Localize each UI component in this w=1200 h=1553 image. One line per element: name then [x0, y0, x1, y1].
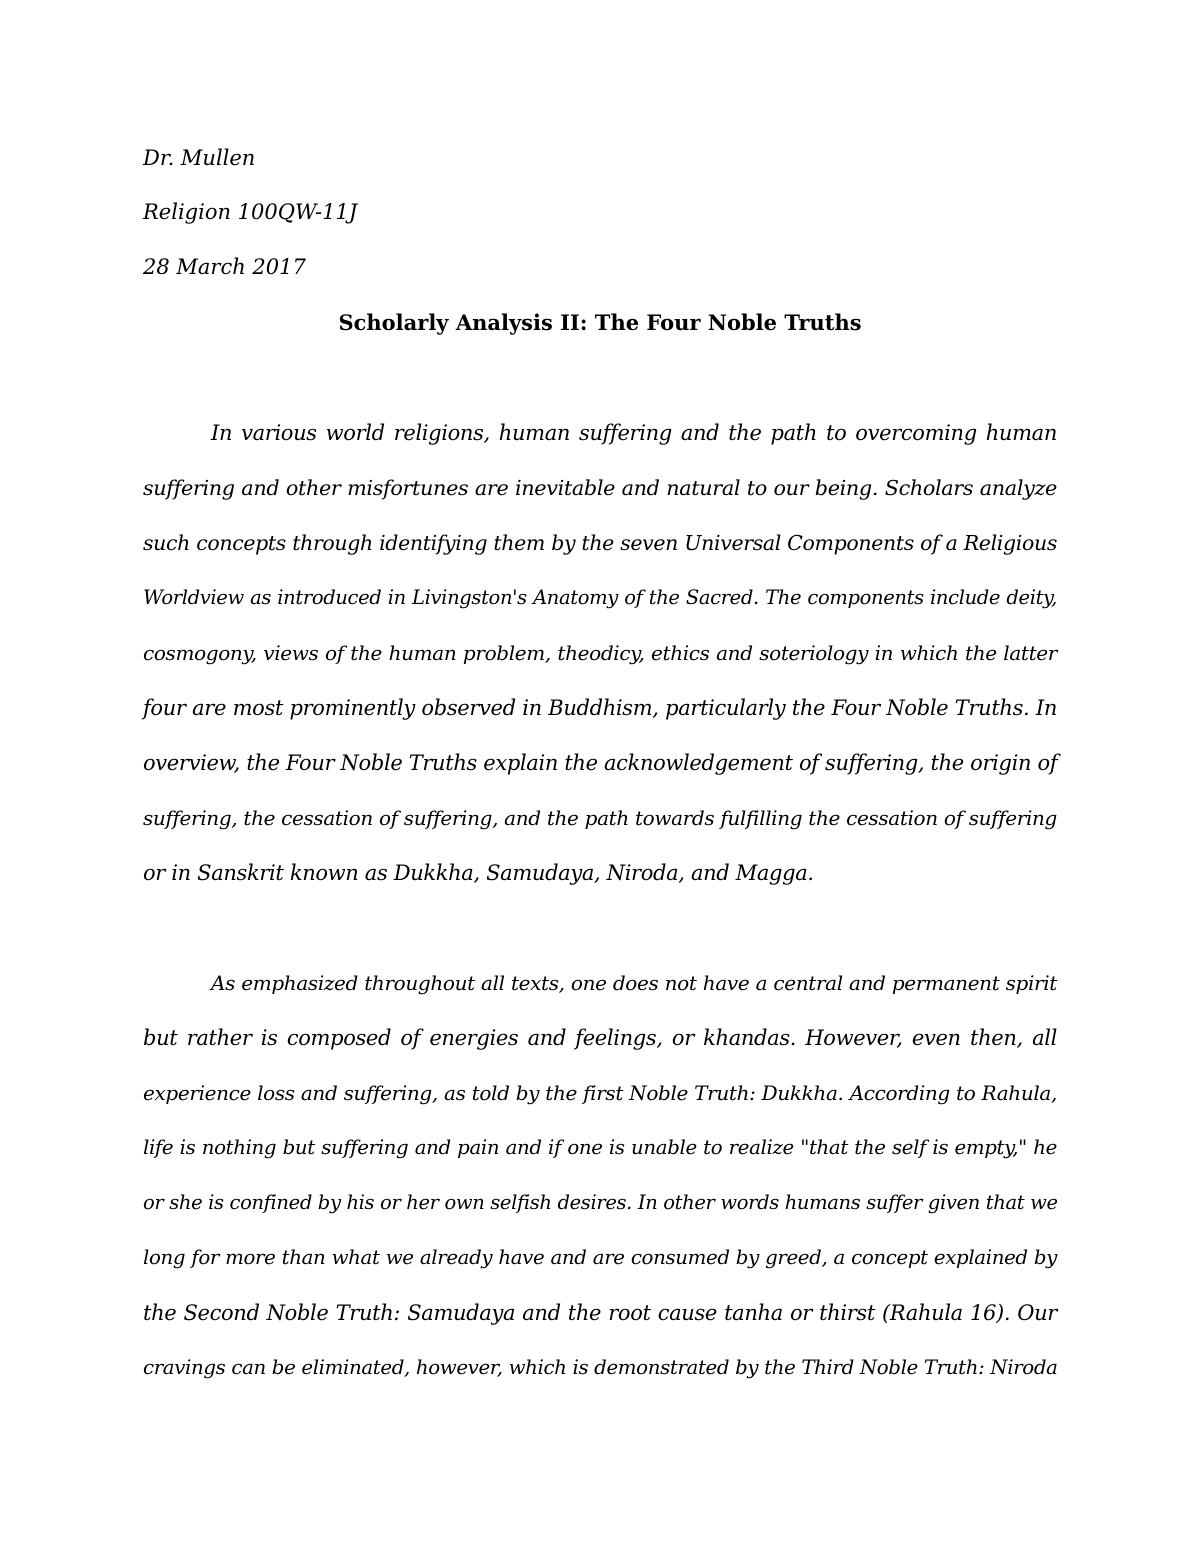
- paragraph-line: suffering and other misfortunes are inevitable and natural to our being. Scholars analyze: [143, 476, 1057, 500]
- paragraph-line: or in Sanskrit known as Dukkha, Samudaya, Niroda, and Magga.: [143, 861, 814, 885]
- paragraph-line: overview, the Four Noble Truths explain the acknowledgement of suffering, the origin of: [143, 751, 1058, 775]
- paragraph-line: or she is confined by his or her own selfish desires. In other words humans suffer given that we: [143, 1191, 1058, 1214]
- paragraph-line: cravings can be eliminated, however, which is demonstrated by the Third Noble Truth: Niroda: [143, 1356, 1058, 1379]
- paragraph-line: Worldview as introduced in Livingston's Anatomy of the Sacred. The components include deity,: [143, 586, 1057, 609]
- paragraph-line: such concepts through identifying them by the seven Universal Components of a Religious: [143, 531, 1057, 555]
- paragraph-line: In various world religions, human suffering and the path to overcoming human: [211, 421, 1057, 445]
- paragraph-line: the Second Noble Truth: Samudaya and the root cause tanha or thirst (Rahula 16). Our: [143, 1301, 1057, 1325]
- paragraph-line: cosmogony, views of the human problem, theodicy, ethics and soteriology in which the latter: [143, 641, 1057, 665]
- paragraph-line: life is nothing but suffering and pain and if one is unable to realize "that the self is empty," he: [143, 1136, 1057, 1159]
- paragraph-line: four are most prominently observed in Buddhism, particularly the Four Noble Truths. In: [143, 696, 1057, 720]
- instructor-name: Dr. Mullen: [143, 146, 256, 170]
- paragraph-line: suffering, the cessation of suffering, and the path towards fulfilling the cessation of suffering: [143, 806, 1057, 830]
- document-date: 28 March 2017: [143, 255, 306, 279]
- course-name: Religion 100QW-11J: [143, 200, 358, 224]
- paragraph-line: long for more than what we already have and are consumed by greed, a concept explained by: [143, 1246, 1057, 1269]
- document-title: Scholarly Analysis II: The Four Noble Truths: [338, 310, 862, 335]
- paragraph-line: experience loss and suffering, as told by the first Noble Truth: Dukkha. According to Rahula,: [143, 1081, 1057, 1105]
- paragraph-line: but rather is composed of energies and feelings, or khandas. However, even then, all: [143, 1026, 1057, 1050]
- paragraph-line: As emphasized throughout all texts, one does not have a central and permanent spirit: [211, 971, 1057, 995]
